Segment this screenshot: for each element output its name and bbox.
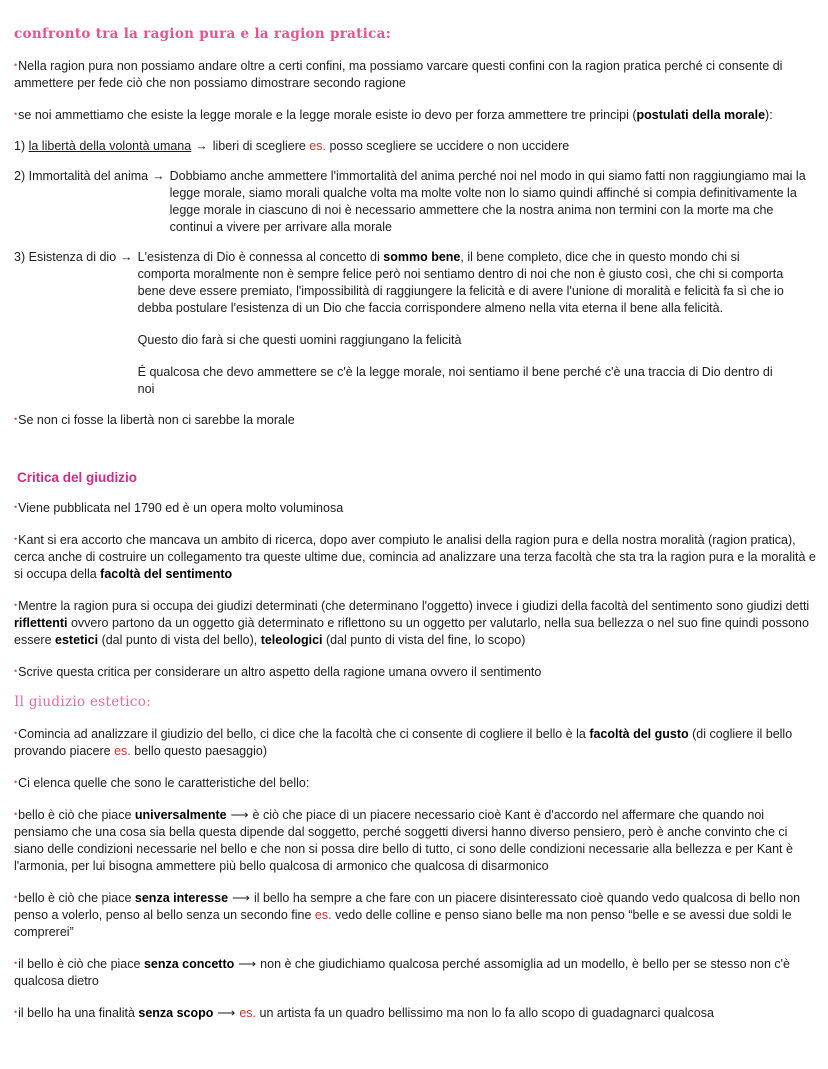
heading-confronto: confronto tra la ragion pura e la ragion pratica: [14,26,391,42]
text-run: Se non ci fosse la libertà non ci sarebbe la morale [18,413,295,427]
text-run-red: es. [114,744,131,758]
bullet-marker: • [14,534,18,544]
text-run: É qualcosa che devo ammettere se c'è la legge morale, noi sentiamo il bene perché c'è una traccia di Dio dentro di noi [137,365,777,396]
text-run-bold: estetici [55,633,99,647]
long-arrow-icon: ⟶ [238,957,257,971]
text-run-bold: senza concetto [143,957,235,971]
paragraph [170,168,816,236]
text-run: posso scegliere se uccidere o non uccidere [325,139,570,153]
item-label [14,138,213,155]
bullet-marker: • [14,958,18,968]
paragraph [138,364,786,398]
text-run: Comincia ad analizzare il giudizio del bello, ci dice che la facoltà che ci consente di cogliere il bello è la [18,727,590,741]
bullet-marker: • [14,892,18,902]
numbered-item-3 [14,249,816,398]
text-run-bold: facoltà del sentimento [100,567,233,581]
paragraph [138,332,786,349]
text-run: , il bene completo, dice che in questo mondo chi si comporta moralmente non è sempre felice però noi sentiamo dentro di noi che non è giusto così, che chi si comporta bene deve essere premiato, l'impossibilità di raggiungere la felicità e di avere l'unione di moralità e felicità fa sì che io debba postulare l'esistenza di un Dio che faccia corrispondere almeno nella vita eterna il bene alla felicità. [137,250,788,315]
paragraph-se-noi [14,106,816,124]
item-title: la libertà della volontà umana [28,139,192,153]
text-run-bold: sommo bene [383,250,461,264]
text-run: se noi ammettiamo che esiste la legge morale e la legge morale esiste io devo per forza ammettere tre principi ( [18,108,637,122]
bullet-marker: • [14,109,18,119]
text-run: il bello ha una finalità [18,1006,139,1020]
text-run-bold: senza scopo [138,1006,214,1020]
long-arrow-icon: ⟶ [232,891,250,905]
item-body [170,168,816,236]
item-label [14,249,138,398]
text-run: vedo delle colline e penso siano belle ma non penso “belle e se avessi due soldi le comprerei” [14,908,796,939]
item-body [138,249,786,398]
text-run: (dal punto di vista del fine, lo scopo) [322,633,526,647]
text-run-bold: senza interesse [134,891,229,905]
heading-estetico: Il giudizio estetico: [14,694,152,710]
bullet-marker: • [14,809,18,819]
paragraph-nella [14,57,816,92]
text-run: (dal punto di vista del bello), [98,633,261,647]
bullet-marker: • [14,777,18,787]
text-run: ovvero partono da un oggetto già determinato e riflettono su un oggetto per valutarlo, nella sua bellezza o nel suo fine quindi possono essere [14,616,813,647]
text-run-bold: facoltà del gusto [589,727,689,741]
paragraph-elenca [14,774,816,792]
item-number: 2) [14,169,26,183]
text-run: Viene pubblicata nel 1790 ed è un opera molto voluminosa [18,501,344,515]
paragraph-scrive [14,663,816,681]
paragraph-senza-concetto [14,955,816,990]
text-run-red: es. [314,908,332,922]
text-run-bold: postulati della morale [636,108,766,122]
numbered-item-1 [14,138,816,155]
paragraph-viene [14,499,816,517]
item-body [213,138,816,155]
bullet-marker: • [14,414,18,424]
text-run: un artista fa un quadro bellissimo ma non lo fa allo scopo di guadagnarci qualcosa [256,1006,714,1020]
heading-critica: Critica del giudizio [17,470,138,485]
bullet-marker: • [14,728,18,738]
item-label [14,168,170,236]
item-number: 1) [14,139,26,153]
text-run: Scrive questa critica per considerare un altro aspetto della ragione umana ovvero il sentimento [18,665,542,679]
text-run: il bello ha sempre a che fare con un piacere disinteressato cioè quando vedo qualcosa di bello non penso a volerlo, penso al bello senza un secondo fine [14,891,804,922]
text-run: non è che giudichiamo qualcosa perché assomiglia ad un modello, è bello per se stesso non c'è qualcosa dietro [14,957,794,988]
text-run: è ciò che piace di un piacere necessario cioè Kant è d'accordo nel affermare che quando noi pensiamo che una cosa sia bella questa dipende dal soggetto, perché soggetti diversi hanno diverso pensiero, però è anche convinto che ci siano delle condizioni necessarie nel bello e che non si possa dire bello di tutto, ci sono delle condizioni necessarie alla bellezza e per Kant è l'armonia, per lui bisogna ammettere più bello qualcosa di armonico che qualcosa di disarmonico [14,808,797,873]
right-arrow-icon: → [120,250,133,264]
text-run-bold: teleologici [260,633,323,647]
paragraph [213,138,816,155]
paragraph-mentre [14,597,816,649]
item-title: Immortalità del anima [28,169,149,183]
text-run: Questo dio farà si che questi uomini raggiungano la felicità [137,333,462,347]
long-arrow-icon: ⟶ [217,1006,236,1020]
text-run: Mentre la ragion pura si occupa dei giudizi determinati (che determinano l'oggetto) invece i giudizi della facoltà del sentimento sono giudizi detti [18,599,813,613]
bullet-marker: • [14,1007,18,1017]
paragraph-senza-scopo [14,1004,816,1022]
text-run: Kant si era accorto che mancava un ambito di ricerca, dopo aver compiuto le analisi della ragion pura e della nostra moralità (ragion pratica), cerca anche di costruire un collegamento tra queste ultime due, comincia ad analizzare una terza facoltà che sta tra la ragion pura e la moralità e si occupa della [14,533,820,581]
text-run: Nella ragion pura non possiamo andare oltre a certi confini, ma possiamo varcare questi confini con la ragion pratica perché ci consente di ammettere per fede ciò che non possiamo dimostrare secondo ragione [14,59,786,90]
right-arrow-icon: → [195,139,208,153]
text-run: Ci elenca quelle che sono le caratteristiche del bello: [18,776,310,790]
text-run: liberi di scegliere [212,139,310,153]
text-run-red: es. [239,1006,257,1020]
long-arrow-icon: ⟶ [230,808,249,822]
text-run: bello è ciò che piace [18,891,135,905]
paragraph-universalmente [14,806,816,875]
text-run-bold: riflettenti [14,616,68,630]
paragraph-se-non [14,411,816,429]
bullet-marker: • [14,600,18,610]
right-arrow-icon: → [152,169,165,183]
paragraph [138,249,786,317]
paragraph-senza-interesse [14,889,816,941]
text-run-bold: universalmente [134,808,227,822]
paragraph-comincia [14,725,816,760]
text-run: Dobbiamo anche ammettere l'immortalità del anima perché noi nel modo in qui siamo fatti non raggiungiamo mai la legge morale, siamo morali qualche volta ma molte volte non lo siamo quindi affinché si compia definitivamente la legge morale in ciascuno di noi è necessario ammettere che la nostra anima non termini con la morte ma che continui a vivere per arrivare alla morale [169,169,810,234]
text-run: (di cogliere il bello provando piacere [14,727,796,758]
item-title: Esistenza di dio [28,250,117,264]
text-run: L'esistenza di Dio è connessa al concetto di [137,250,384,264]
text-run: bello questo paesaggio) [130,744,267,758]
bullet-marker: • [14,666,18,676]
numbered-item-2 [14,168,816,236]
bullet-marker: • [14,502,18,512]
paragraph-kant [14,531,820,583]
text-run: ): [765,108,773,122]
text-run: il bello è ciò che piace [18,957,144,971]
bullet-marker: • [14,60,18,70]
text-run-red: es. [309,139,326,153]
text-run: bello è ciò che piace [18,808,135,822]
item-number: 3) [14,250,26,264]
